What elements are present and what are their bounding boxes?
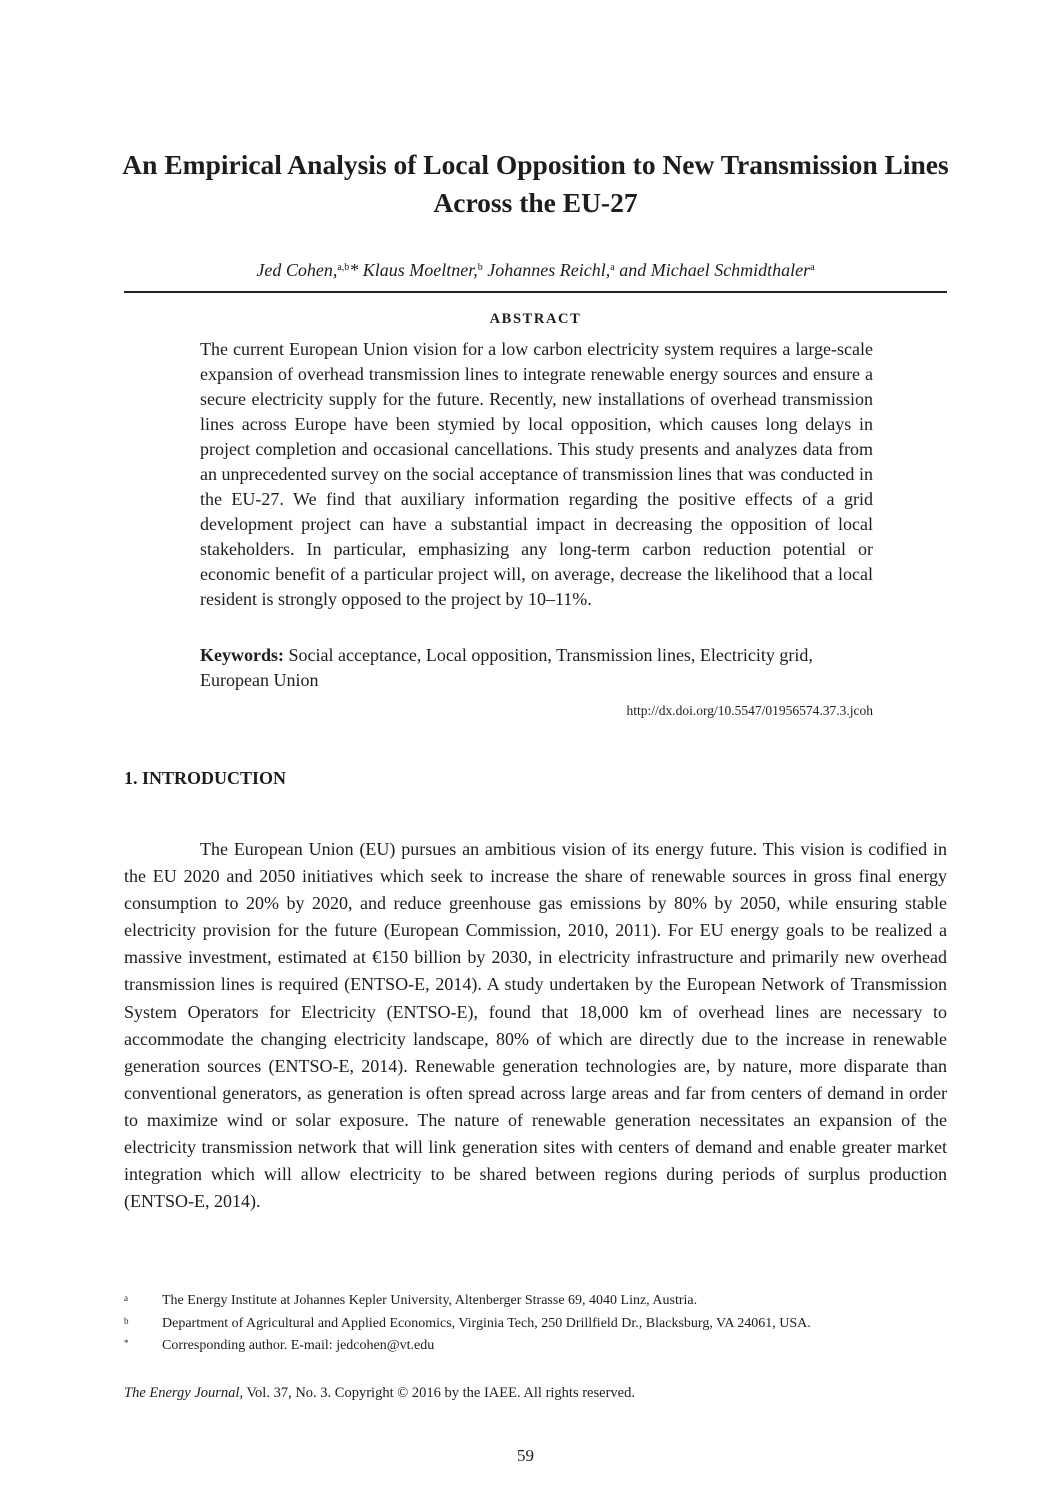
affiliation-marks: a <box>610 262 615 273</box>
footnotes <box>124 1290 947 1358</box>
keywords-list: Social acceptance, Local opposition, Transmission lines, Electricity grid, European Union <box>200 645 813 690</box>
footnote <box>124 1290 947 1313</box>
keywords <box>200 643 873 693</box>
header-divider <box>124 291 947 293</box>
journal-name: The Energy Journal <box>124 1385 240 1401</box>
journal-details: , Vol. 37, No. 3. Copyright © 2016 by the IAEE. All rights reserved. <box>239 1385 635 1401</box>
author-name: Johannes Reichl, <box>487 260 611 280</box>
author-list <box>100 258 971 282</box>
page-number: 59 <box>517 1446 534 1465</box>
footnote-mark: b <box>124 1315 129 1326</box>
footnote-mark: * <box>124 1338 129 1348</box>
affiliation-marks: a <box>810 262 815 273</box>
doi-link[interactable]: http://dx.doi.org/10.5547/01956574.37.3.jcoh <box>626 703 873 718</box>
corresponding-mark: * <box>349 260 363 280</box>
author-name: and Michael Schmidthaler <box>619 260 811 280</box>
author-name: Klaus Moeltner, <box>362 260 478 280</box>
footnote <box>124 1313 947 1336</box>
abstract-heading: ABSTRACT <box>489 311 582 327</box>
affiliation-marks: b <box>477 262 483 273</box>
footnote-text: Department of Agricultural and Applied Economics, Virginia Tech, 250 Drillfield Dr., Blacksburg, VA 24061, USA. <box>162 1315 811 1331</box>
footnote-text: Corresponding author. E-mail: jedcohen@vt.edu <box>162 1338 435 1353</box>
abstract-text: The current European Union vision for a low carbon electricity system requires a large-scale expansion of overhead transmission lines to integrate renewable energy sources and ensure a secure electricity supply for the future. Recently, new installations of overhead transmission lines across Europe have been stymied by local opposition, which causes long delays in project completion and occasional cancellations. This study presents and analyzes data from an unprecedented survey on the social acceptance of transmission lines that was conducted in the EU-27. We find that auxiliary information regarding the positive effects of a grid development project can have a substantial impact in decreasing the opposition of local stakeholders. In particular, emphasizing any long-term carbon reduction potential or economic benefit of a particular project will, on average, decrease the likelihood that a local resident is strongly opposed to the project by 10–11%. <box>200 339 873 609</box>
section-heading: 1. INTRODUCTION <box>124 768 287 788</box>
footnote-text: The Energy Institute at Johannes Kepler University, Altenberger Strasse 69, 4040 Linz, Austria. <box>162 1293 698 1308</box>
journal-citation <box>124 1383 635 1403</box>
keywords-label: Keywords: <box>200 645 284 665</box>
affiliation-marks: a,b <box>337 262 350 273</box>
paper-title: An Empirical Analysis of Local Opposition to New Transmission Lines Across the EU-27 <box>122 149 949 218</box>
body-paragraph: The European Union (EU) pursues an ambitious vision of its energy future. This vision is codified in the EU 2020 and 2050 initiatives which seek to increase the share of renewable sources in gross final energy consumption to 20% by 2020, and reduce greenhouse gas emissions by 80% by 2050, while ensuring stable electricity provision for the future (European Commission, 2010, 2011). For EU energy goals to be realized a massive investment, estimated at €150 billion by 2030, in electricity infrastructure and primarily new overhead transmission lines is required (ENTSO-E, 2014). A study undertaken by the European Network of Transmission System Operators for Electricity (ENTSO-E), found that 18,000 km of overhead lines are necessary to accommodate the changing electricity landscape, 80% of which are directly due to the increase in renewable generation sources (ENTSO-E, 2014). Renewable generation technologies are, by nature, more disparate than conventional generators, as generation is often spread across large areas and far from centers of demand in order to maximize wind or solar exposure. The nature of renewable generation necessitates an expansion of the electricity transmission network that will link generation sites with centers of demand and enable greater market integration which will allow electricity to be shared between regions during periods of surplus production (ENTSO-E, 2014). <box>124 839 947 1212</box>
footnote <box>124 1335 947 1358</box>
author-name: Jed Cohen, <box>256 260 338 280</box>
footnote-mark: a <box>124 1293 128 1303</box>
